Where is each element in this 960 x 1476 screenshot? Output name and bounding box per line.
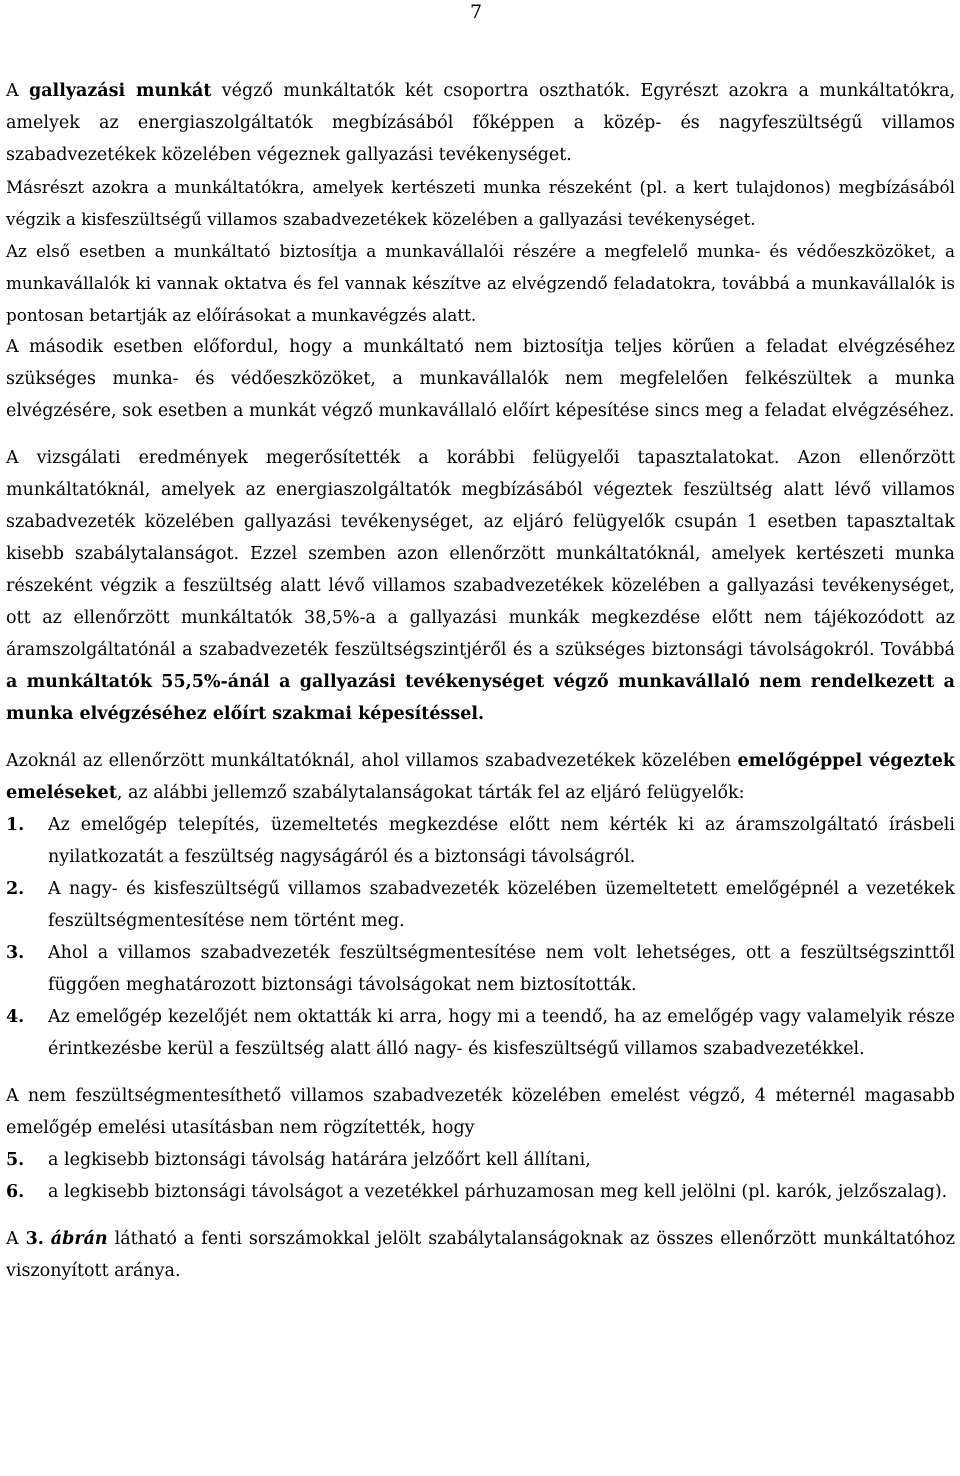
text-run: A [6,81,29,101]
text-run [44,1229,51,1249]
list-text: Az emelőgép kezelőjét nem oktatták ki arra, hogy mi a teendő, ha az emelőgép vagy valamelyik része érintkezésbe kerül a feszültség alatt álló nagy- és kisfeszültségű villamos szabadvezetékkel. [48,1007,955,1059]
list-number: 2. [6,879,25,899]
document-body [6,75,955,1287]
list-item [6,1001,955,1065]
paragraph-figure-reference [6,1223,955,1287]
list-item [6,873,955,937]
list-number: 3. [6,943,25,963]
bold-text: gallyazási munkát [28,81,212,101]
list-number: 4. [6,1007,25,1027]
text-run: , az alábbi jellemző szabálytalanságokat tárták fel az eljáró felügyelők: [116,783,745,803]
list-item [6,1144,955,1176]
text-run: Azoknál az ellenőrzött munkáltatóknál, ahol villamos szabadvezetékek közelében [6,751,738,771]
list-item [6,937,955,1001]
text-run: végző munkáltatók két csoportra oszthatók. Egyrészt azokra a munkáltatókra, amelyek az energiaszolgáltatók megbízásából főképpen a közép- és nagyfeszültségű villamos szabadvezetékek közelében végeznek gallyazási tevékenységet. [6,81,956,165]
list-item [6,809,955,873]
paragraph-second-group: Másrészt azokra a munkáltatókra, amelyek kertészeti munka részeként (pl. a kert tulajdonos) megbízásából végzik a kisfeszültségű villamos szabadvezetékek közelében a gallyazási tevékenységet. [6,177,955,229]
irregularities-list [6,809,955,1065]
list-text: Ahol a villamos szabadvezeték feszültségmentesítése nem volt lehetséges, ott a feszültségszinttől függően meghatározott biztonsági távolságokat nem biztosították. [48,943,955,995]
text-run: látható a fenti sorszámokkal jelölt szabálytalanságoknak az összes ellenőrzött munkáltatóhoz viszonyított aránya. [6,1229,955,1281]
bold-text: emelőgéppel végeztek emeléseket [6,751,955,803]
list-number: 1. [6,815,25,835]
paragraph-lifting [6,745,955,809]
bold-text: 3. [25,1229,44,1249]
paragraph-intro [6,75,955,171]
paragraph-results [6,442,955,730]
paragraph-second-case: A második esetben előfordul, hogy a munkáltató nem biztosítja teljes körűen a feladat elvégzéséhez szükséges munka- és védőeszközöket, a munkavállalók nem megfelelően felkészültek a munka elvégzésére, sok esetben a munkát végző munkavállaló előírt képesítése sincs meg a feladat elvégzéséhez. [6,337,955,421]
page-number: 7 [470,1,483,23]
list-text: A nagy- és kisfeszültségű villamos szabadvezeték közelében üzemeltetett emelőgépnél a vezetékek feszültségmentesítése nem történt meg. [48,879,955,931]
text-run: A [6,1229,26,1249]
list-item [6,1176,955,1208]
instructions-list [6,1144,955,1208]
list-number: 6. [6,1182,25,1202]
list-number: 5. [6,1150,25,1170]
text-run: A vizsgálati eredmények megerősítették a korábbi felügyelői tapasztalatokat. Azon ellenőrzött munkáltatóknál, amelyek az energiaszolgáltatók megbízásából végeztek feszültség alatt lévő villamos szabadvezeték közelében gallyazási tevékenységet, az eljáró felügyelők csupán 1 esetben tapasztaltak kisebb szabálytalanságot. Ezzel szemben azon ellenőrzött munkáltatóknál, amelyek kertészeti munka részeként végzik a feszültség alatt lévő villamos szabadvezetékek közelében a gallyazási tevékenységet, ott az ellenőrzött munkáltatók 38,5%-a a gallyazási munkák megkezdése előtt nem tájékozódott az áramszolgáltatónál a szabadvezeték feszültségszintjéről és a szükséges biztonsági távolságokról. Továbbá [6,448,955,660]
list-text: a legkisebb biztonsági távolságot a vezetékkel párhuzamosan meg kell jelölni (pl. karók, jelzőszalag). [48,1182,948,1202]
figure-reference: ábrán [50,1229,108,1249]
list-text: Az emelőgép telepítés, üzemeltetés megkezdése előtt nem kérték ki az áramszolgáltató írásbeli nyilatkozatát a feszültség nagyságáról és a biztonsági távolságról. [48,815,955,867]
list-text: a legkisebb biztonsági távolság határára jelzőőrt kell állítani, [48,1150,591,1170]
paragraph-first-case: Az első esetben a munkáltató biztosítja a munkavállalói részére a megfelelő munka- és védőeszközöket, a munkavállalók ki vannak oktatva és fel vannak készítve az elvégzendő feladatokra, továbbá a munkavállalók is pontosan betartják az előírásokat a munkavégzés alatt. [6,241,955,325]
bold-text: a munkáltatók 55,5%-ánál a gallyazási tevékenységet végző munkavállaló nem rendelkezett a munka elvégzéséhez előírt szakmai képesítéssel. [6,672,955,724]
paragraph-lifting-instructions: A nem feszültségmentesíthető villamos szabadvezeték közelében emelést végző, 4 méternél magasabb emelőgép emelési utasításban nem rögzítették, hogy [6,1086,955,1138]
